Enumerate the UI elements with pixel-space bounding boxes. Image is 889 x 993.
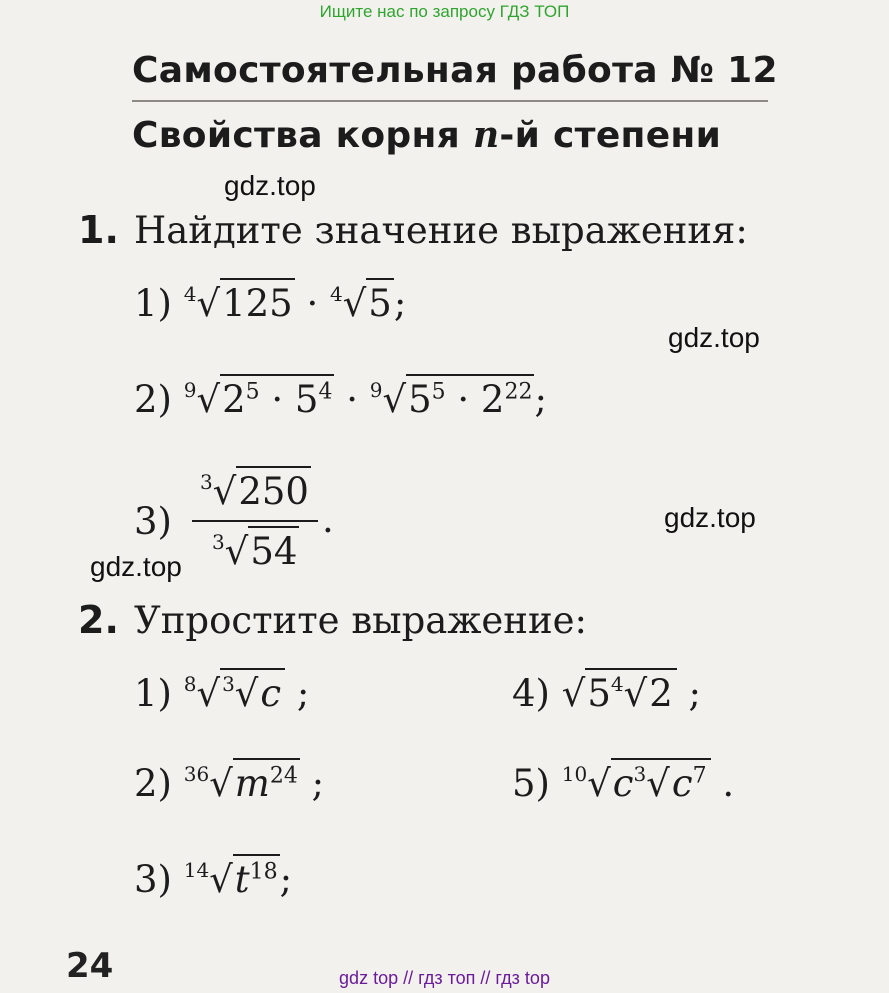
punctuation: ; (393, 282, 407, 325)
item-label: 2) (134, 762, 172, 805)
task-2-heading (78, 598, 587, 642)
task-1-item-2 (134, 378, 547, 421)
task-2-item-2 (134, 762, 324, 805)
subtitle-prefix: Свойства корня (132, 115, 473, 156)
fraction-denominator (212, 530, 299, 573)
task-1-item-1 (134, 282, 406, 325)
radicand: 5 (366, 278, 394, 325)
root-index: 9 (183, 378, 197, 402)
punctuation: ; (296, 672, 310, 715)
watermark: gdz.top (90, 551, 182, 582)
punctuation: ; (311, 762, 325, 805)
radical-sign: √ (212, 470, 237, 513)
punctuation: . (722, 762, 735, 805)
radicand: $2^5 \cdot 5^4$ (220, 374, 334, 421)
bleed-through-text (120, 160, 133, 206)
radicand: $t^{18}$ (233, 854, 280, 901)
page-title: Самостоятельная работа № 12 (132, 50, 778, 91)
watermark: gdz.top (664, 502, 756, 533)
radical-sign: √ (196, 672, 221, 715)
root-index: 3 (212, 530, 225, 554)
fraction-numerator (200, 470, 311, 513)
radical-sign: √ (196, 282, 221, 325)
root-index: 10 (561, 762, 588, 786)
root-index: 8 (183, 672, 197, 696)
radicand: $^3$√c (220, 668, 285, 715)
radical-sign: √ (224, 530, 249, 573)
radicand: $c^3√c^7$ (611, 758, 711, 805)
subtitle-variable: n (472, 114, 500, 156)
task-text: Упростите выражение: (133, 599, 587, 642)
punctuation: ; (279, 858, 293, 901)
radical-sign: √ (382, 378, 407, 421)
task-2-item-4 (512, 672, 701, 715)
item-label: 1) (134, 672, 172, 715)
item-label: 5) (512, 762, 550, 805)
task-number: 2. (78, 598, 119, 642)
watermark: gdz.top (668, 322, 760, 353)
top-link[interactable]: Ищите нас по запросу ГДЗ ТОП (319, 2, 570, 21)
root-index: 9 (369, 378, 383, 402)
radical-sign: √ (209, 762, 233, 805)
task-1-item-3-label: 3) (134, 500, 172, 543)
punctuation: ; (688, 672, 701, 715)
root-index: 14 (183, 858, 210, 882)
task-1-heading (78, 208, 748, 252)
radical-sign: √ (561, 672, 586, 715)
radicand: $m^{24}$ (233, 758, 300, 805)
multiply-sign: · (306, 282, 319, 325)
radical-sign: √ (196, 378, 221, 421)
radicand: $5^5 \cdot 2^{22}$ (406, 374, 534, 421)
radicand: 250 (236, 466, 311, 513)
watermark: gdz.top (224, 170, 316, 201)
item-label: 1) (134, 282, 172, 325)
task-number: 1. (78, 208, 119, 252)
root-index: 3 (200, 470, 213, 494)
bottom-link[interactable]: gdz top // гдз топ // гдз top (339, 968, 550, 988)
root-index: 36 (183, 762, 210, 786)
root-index: 4 (183, 282, 197, 306)
multiply-sign: · (346, 378, 358, 421)
radical-sign: √ (209, 858, 233, 901)
item-label: 3) (134, 858, 172, 901)
page-number: 24 (66, 946, 114, 986)
radical-sign: √ (587, 762, 611, 805)
radicand: $5^4√2$ (585, 668, 676, 715)
page-subtitle (132, 114, 721, 156)
task-2-item-1 (134, 672, 309, 715)
task-2-item-5 (512, 762, 734, 805)
item-label: 2) (134, 378, 172, 421)
task-2-item-3 (134, 858, 292, 901)
punctuation: ; (534, 378, 547, 421)
radical-sign: √ (342, 282, 367, 325)
root-index: 4 (329, 282, 343, 306)
punctuation: . (322, 498, 334, 541)
subtitle-suffix: -й степени (499, 115, 722, 156)
title-divider (132, 100, 768, 102)
radicand: 125 (220, 278, 295, 325)
task-text: Найдите значение выражения: (133, 209, 748, 252)
radicand: 54 (248, 526, 299, 573)
fraction-bar (192, 520, 318, 522)
item-label: 4) (512, 672, 550, 715)
